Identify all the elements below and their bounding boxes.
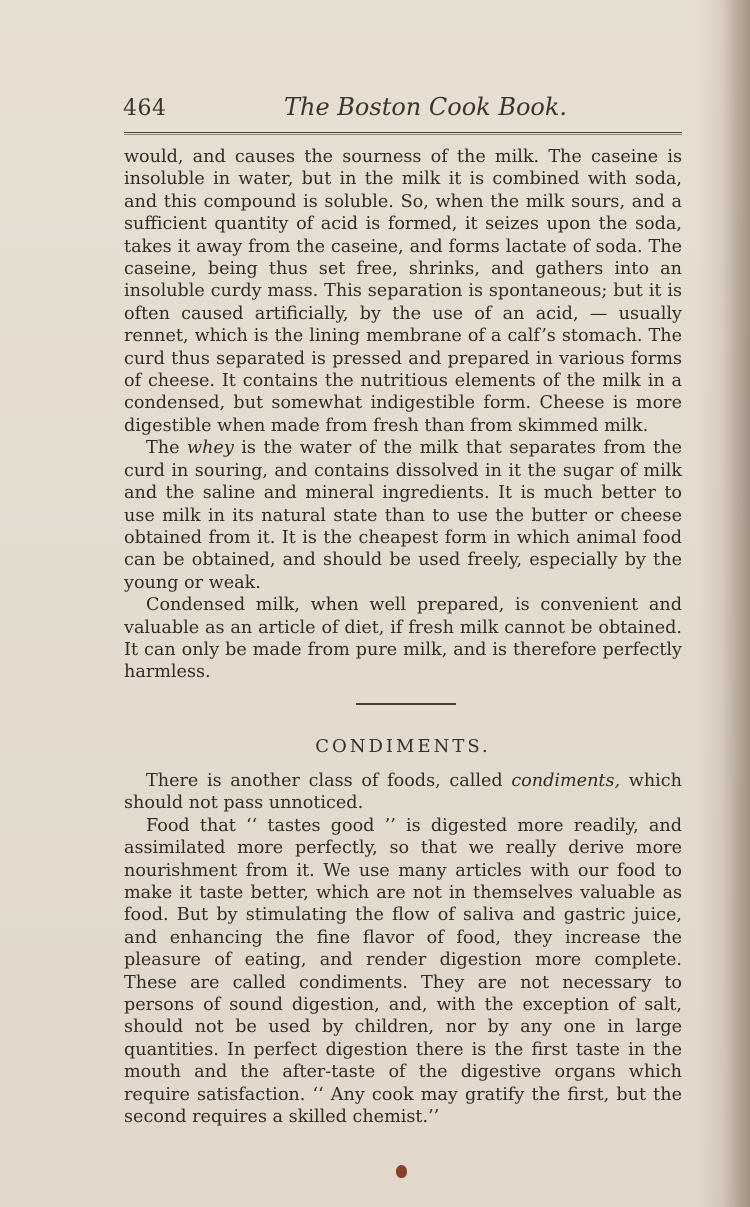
- condiments-main-paragraph: Food that ‘‘ tastes good ’’ is digested more readily, and assimilated more perfectly, so that we really derive more nourishment from it. We use many articles with our food to make it taste better, which are not in themselves valuable as food. But by stimulating the flow of saliva and gastric juice, and enhancing the fine flavor of food, they increase the pleasure of eating, and render digestion more complete. These are called condiments. They are not necessary to persons of sound digestion, and, with the exception of salt, should not be used by children, nor by any one in large quantities. In perfect digestion there is the first taste in the mouth and the after-taste of the digestive organs which require satisfaction. ‘‘ Any cook may gratify the first, but the second requires a skilled chemist.’’: [124, 815, 682, 1128]
- whey-paragraph-text: is the water of the milk that separates from the curd in souring, and contains dissolved in it the sugar of milk and the saline and mineral ingredients. It is much better to use milk in its natural state than to use the butter or cheese obtained from it. It is the cheapest form in which animal food can be obtained, and should be used freely, especially by the young or weak.: [124, 438, 682, 593]
- condiments-intro-paragraph: [124, 770, 682, 815]
- section-heading: CONDIMENTS.: [315, 736, 491, 757]
- intro-text: which should not pass unnoticed.: [124, 771, 682, 814]
- section-divider: [356, 703, 456, 705]
- page-edge-shadow: [722, 0, 750, 1207]
- running-title: The Boston Cook Book.: [284, 93, 568, 121]
- ornament-dot: [396, 1165, 407, 1178]
- whey-paragraph: [124, 437, 682, 594]
- condiments-text-block: [124, 770, 682, 1129]
- intro-lead: There is another class of foods, called: [146, 771, 512, 791]
- page-number: 464: [123, 96, 167, 121]
- milk-text-block: [124, 146, 682, 684]
- continuation-paragraph: would, and causes the sourness of the milk. The caseine is insoluble in water, but in the milk it is combined with soda, and this compound is soluble. So, when the milk sours, and a sufficient quantity of acid is formed, it seizes upon the soda, takes it away from the caseine, and forms lactate of soda. The caseine, being thus set free, shrinks, and gathers into an insoluble curdy mass. This separation is spontaneous; but it is often caused artificially, by the use of an acid, — usually rennet, which is the lining membrane of a calf’s stomach. The curd thus separated is pressed and prepared in various forms of cheese. It contains the nutritious elements of the milk in a condensed, but somewhat indigestible form. Cheese is more digestible when made from fresh than from skimmed milk.: [124, 147, 682, 436]
- condensed-milk-paragraph: Condensed milk, when well prepared, is convenient and valuable as an article of diet, if fresh milk cannot be obtained. It can only be made from pure milk, and is therefore perfectly harmless.: [124, 595, 682, 683]
- whey-paragraph-lead: The: [146, 438, 188, 459]
- header-rule: [124, 132, 682, 135]
- condiments-term: condiments,: [511, 771, 621, 791]
- whey-term: whey: [187, 438, 234, 459]
